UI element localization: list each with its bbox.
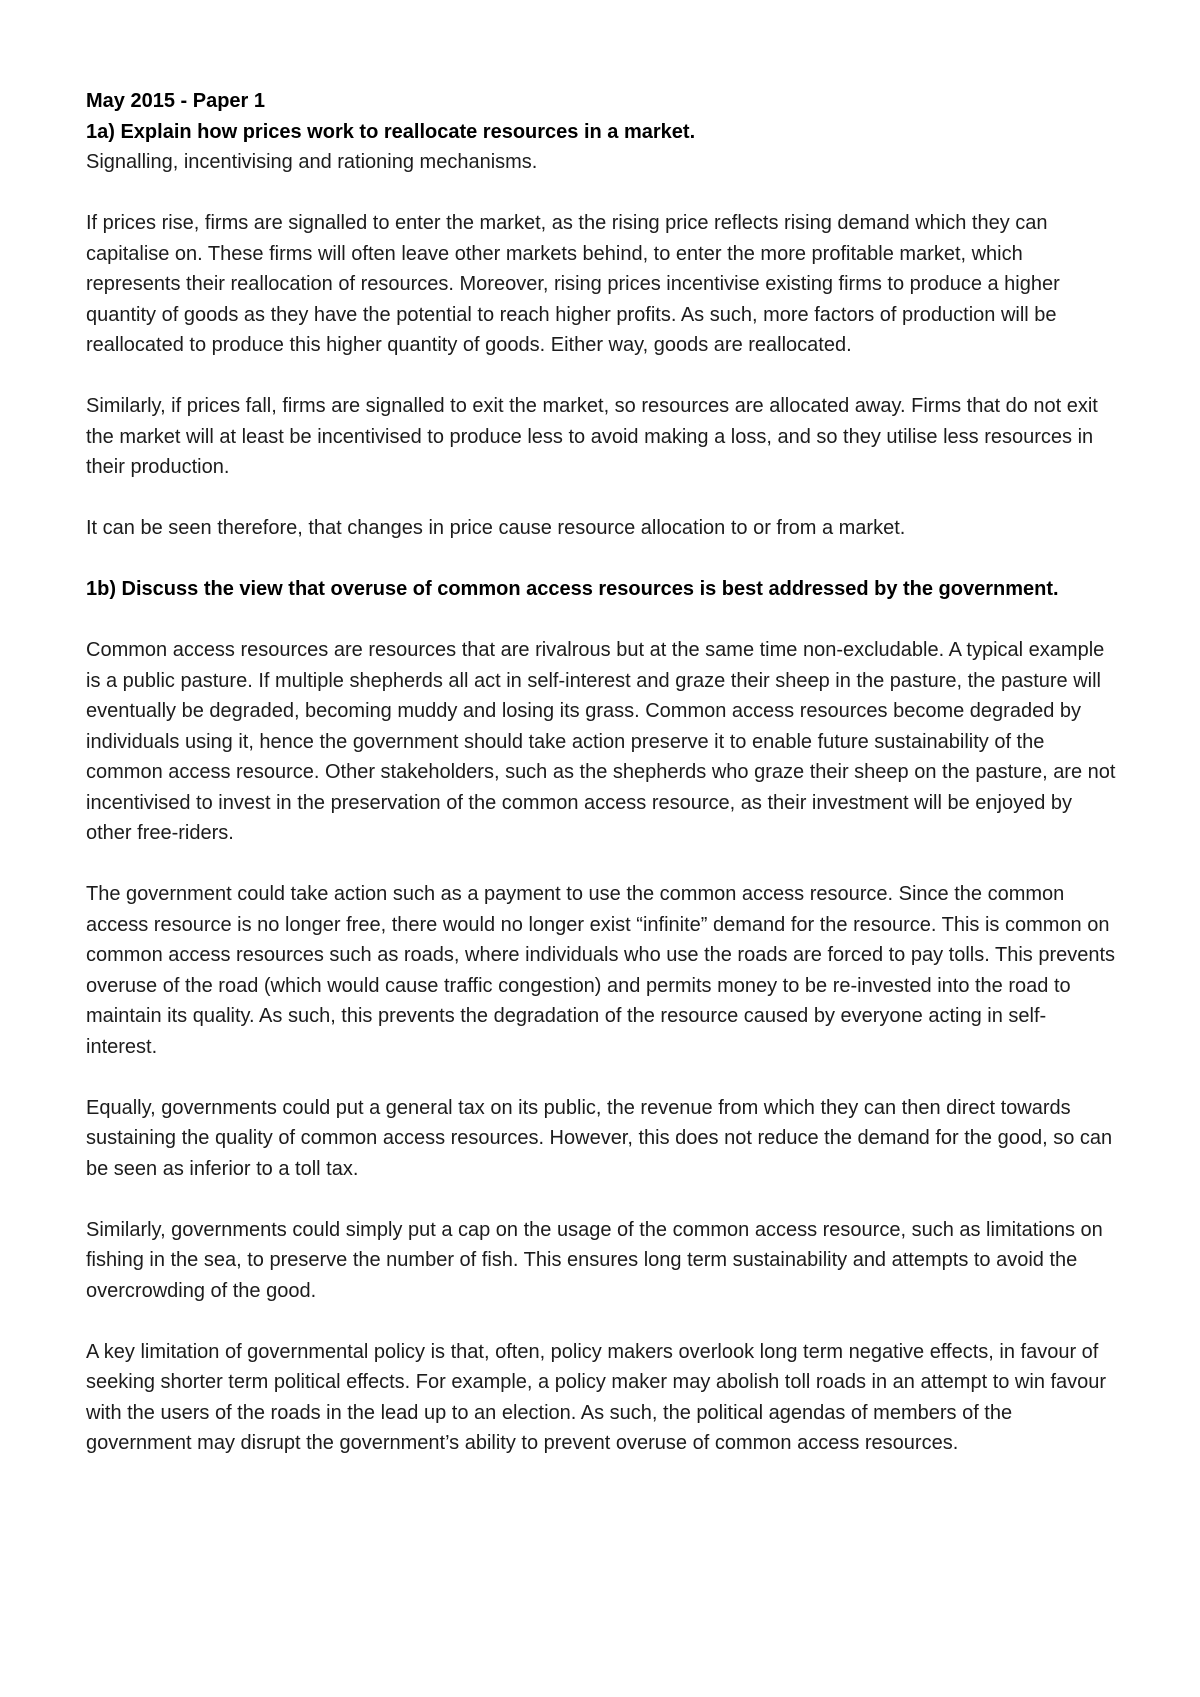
answer-1a-paragraph-2: Similarly, if prices fall, firms are signalled to exit the market, so resources are allocated away. Firms that do not exit the market will at least be incentivised to produce less to avoid making a loss, and so they utilise less resources in their production. — [86, 395, 1098, 478]
question-1a-summary: Signalling, incentivising and rationing mechanisms. — [86, 151, 538, 173]
paragraph-gap — [86, 605, 1116, 636]
paragraph-gap — [86, 483, 1116, 514]
question-1b-heading: 1b) Discuss the view that overuse of common access resources is best addressed by the government. — [86, 578, 1059, 600]
answer-1b-paragraph-4: Similarly, governments could simply put a cap on the usage of the common access resource, such as limitations on fishing in the sea, to preserve the number of fish. This ensures long term sustainability and attempts to avoid the overcrowding of the good. — [86, 1218, 1103, 1302]
paragraph-gap — [86, 1062, 1116, 1093]
paragraph-gap — [86, 849, 1116, 880]
paragraph-gap — [86, 1306, 1116, 1337]
answer-1b-paragraph-3: Equally, governments could put a general tax on its public, the revenue from which they can then direct towards sustaining the quality of common access resources. However, this does not reduce the demand for the good, so can be seen as inferior to a toll tax. — [86, 1096, 1113, 1180]
document-title: May 2015 - Paper 1 — [86, 90, 265, 112]
document-body — [86, 86, 1116, 1459]
paragraph-gap — [86, 361, 1116, 392]
paragraph-gap — [86, 178, 1116, 209]
paragraph-gap — [86, 544, 1116, 575]
answer-1b-paragraph-1: Common access resources are resources that are rivalrous but at the same time non-excludable. A typical example is a public pasture. If multiple shepherds all act in self-interest and graze their sheep in the pasture, the pasture will eventually be degraded, becoming muddy and losing its grass. Common access resources become degraded by individuals using it, hence the government should take action preserve it to enable future sustainability of the common access resource. Other stakeholders, such as the shepherds who graze their sheep on the pasture, are not incentivised to invest in the preservation of the common access resource, as their investment will be enjoyed by other free-riders. — [86, 639, 1116, 844]
question-1a-heading: 1a) Explain how prices work to reallocate resources in a market. — [86, 120, 696, 143]
answer-1a-paragraph-1: If prices rise, firms are signalled to enter the market, as the rising price reflects rising demand which they can capitalise on. These firms will often leave other markets behind, to enter the more profitable market, which represents their reallocation of resources. Moreover, rising prices incentivise existing firms to produce a higher quantity of goods as they have the potential to reach higher profits. As such, more factors of production will be reallocated to produce this higher quantity of goods. Either way, goods are reallocated. — [86, 212, 1060, 356]
answer-1a-paragraph-3: It can be seen therefore, that changes in price cause resource allocation to or from a market. — [86, 517, 906, 539]
paragraph-gap — [86, 1184, 1116, 1215]
answer-1b-paragraph-5: A key limitation of governmental policy is that, often, policy makers overlook long term negative effects, in favour of seeking shorter term political effects. For example, a policy maker may abolish toll roads in an attempt to win favour with the users of the roads in the lead up to an election. As such, the political agendas of members of the government may disrupt the government’s ability to prevent overuse of common access resources. — [86, 1340, 1107, 1454]
answer-1b-paragraph-2: The government could take action such as a payment to use the common access resource. Since the common access resource is no longer free, there would no longer exist “infinite” demand for the resource. This is common on common access resources such as roads, where individuals who use the roads are forced to pay tolls. This prevents overuse of the road (which would cause traffic congestion) and permits money to be re-invested into the road to maintain its quality. As such, this prevents the degradation of the resource caused by everyone acting in self-interest. — [86, 883, 1116, 1058]
